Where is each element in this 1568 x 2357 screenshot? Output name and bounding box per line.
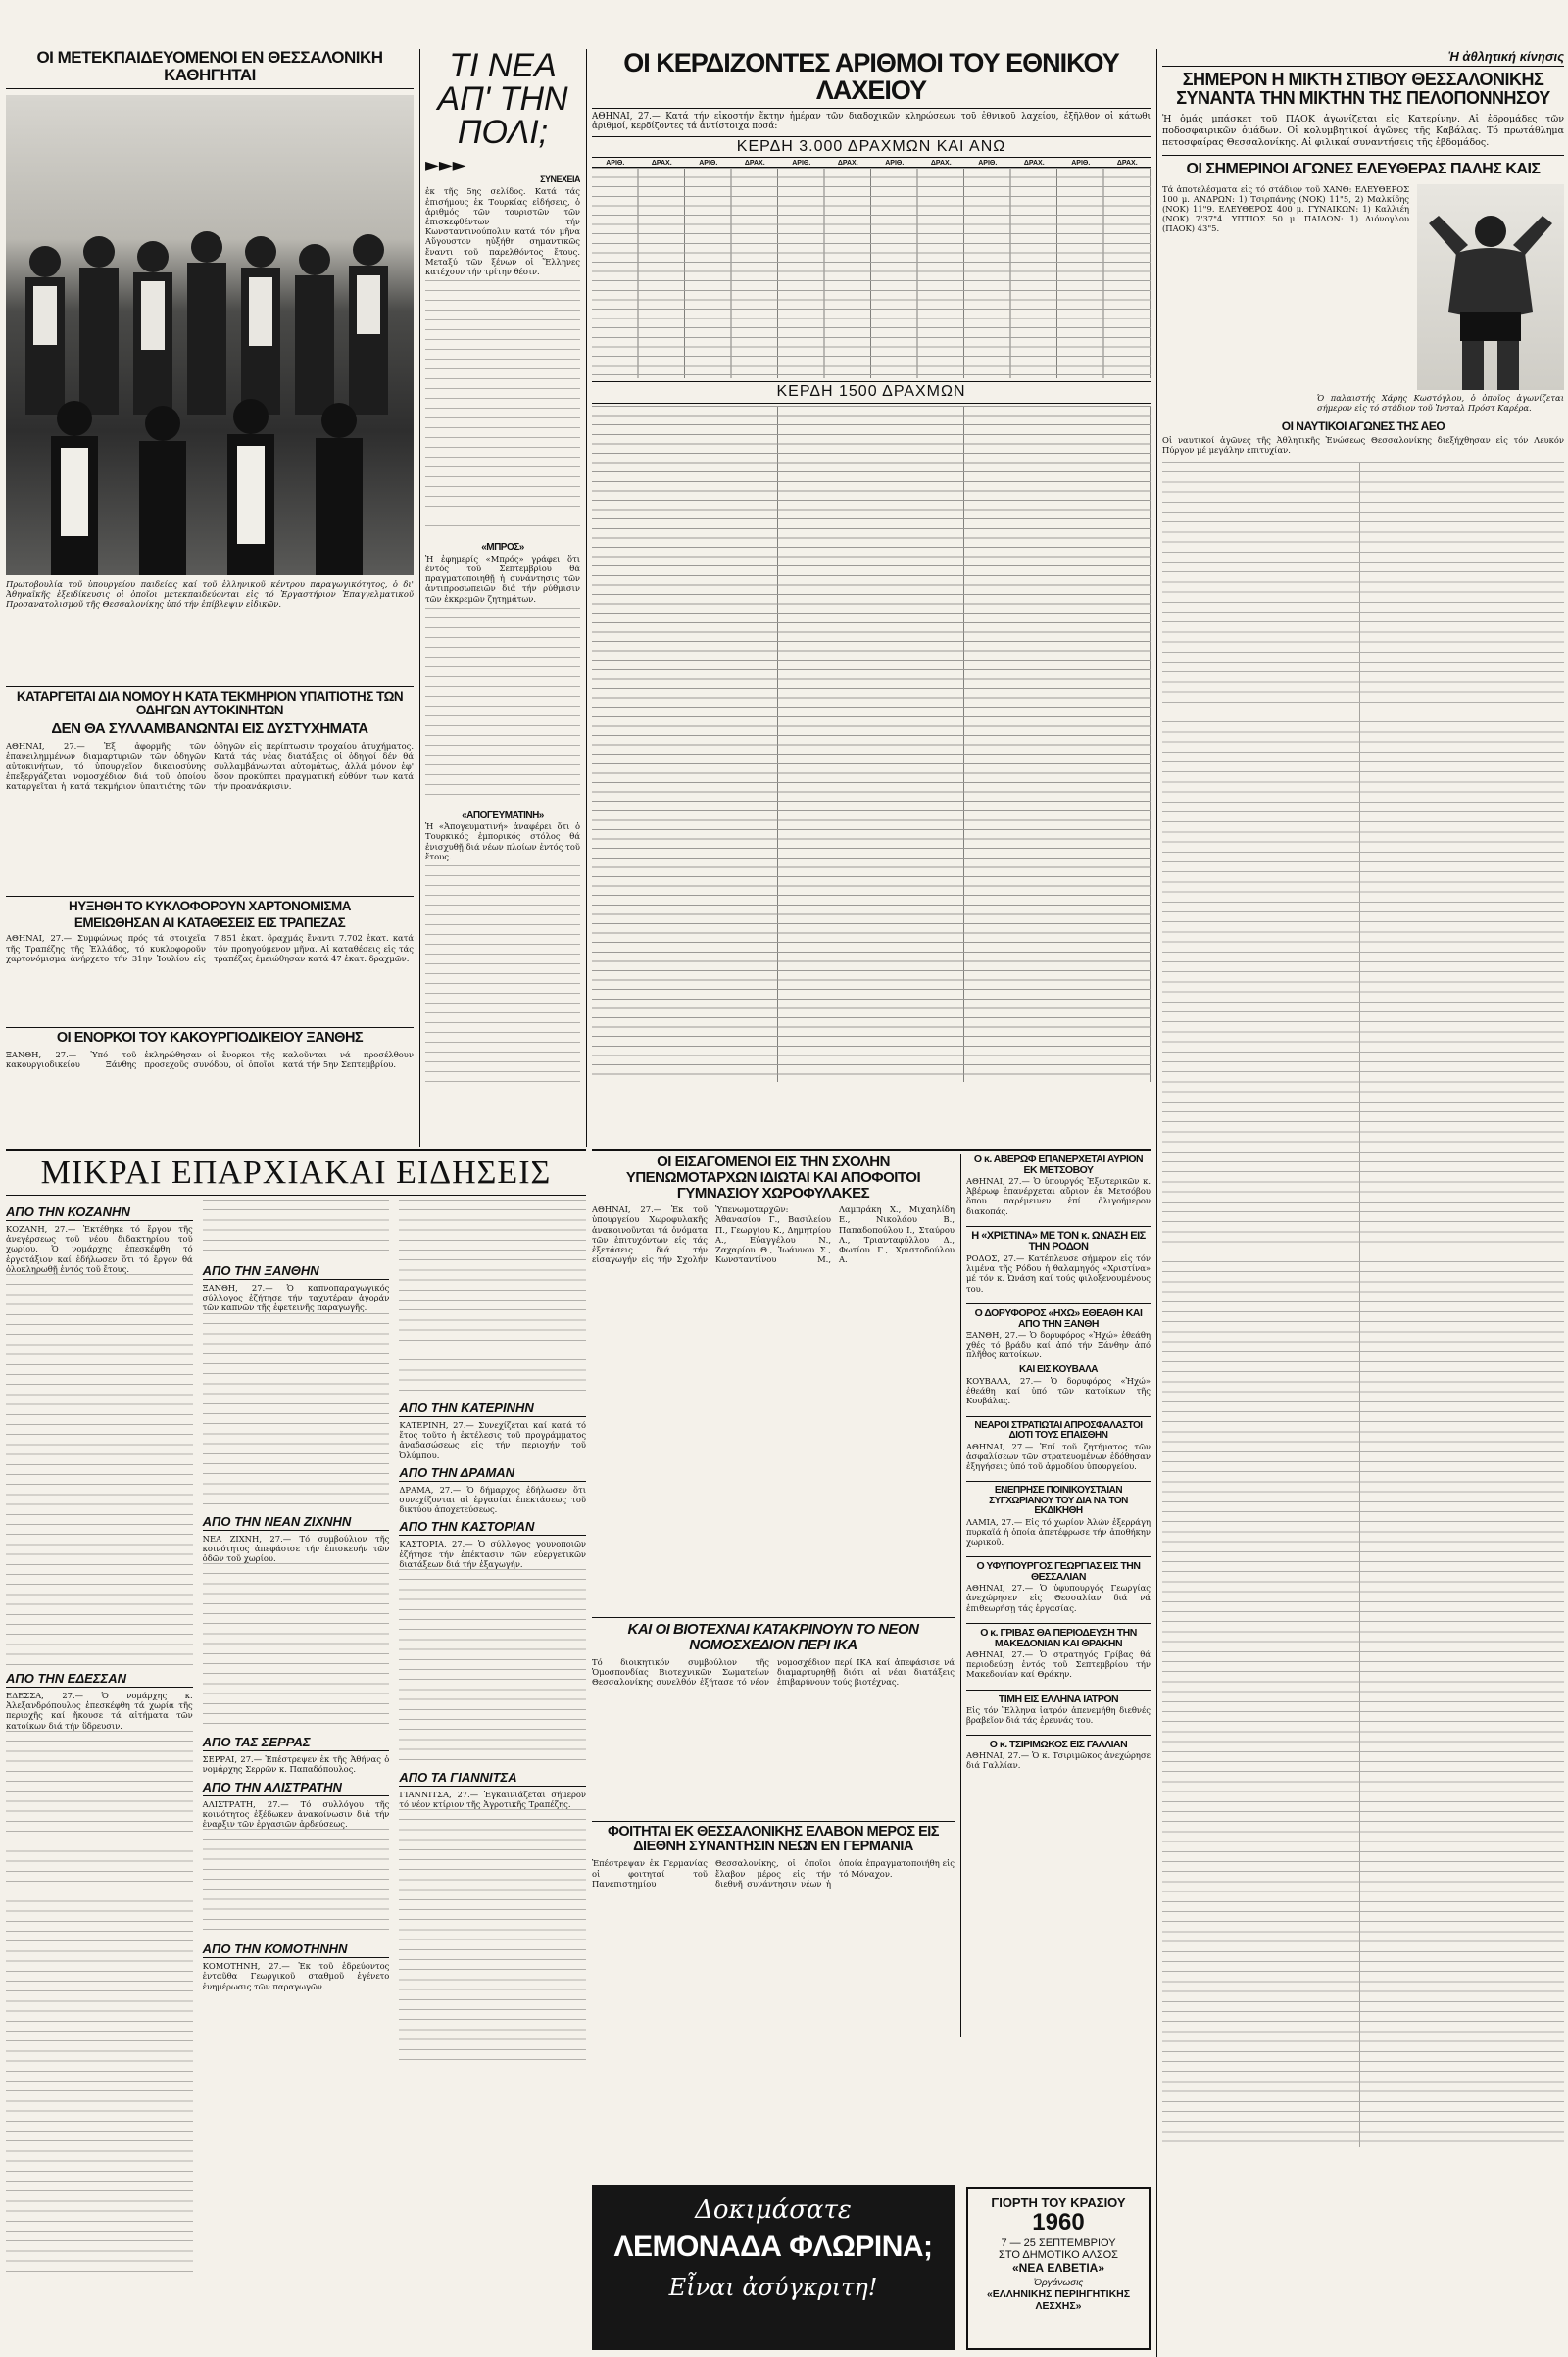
law-headline: ΚΑΤΑΡΓΕΙΤΑΙ ΔΙΑ ΝΟΜΟΥ Η ΚΑΤΑ ΤΕΚΜΗΡΙΟΝ ΥΠΑΙΤΙΟΤΗΣ ΤΩΝ ΟΔΗΓΩΝ ΑΥΤΟΚΙΝΗΤΩΝ — [16, 690, 404, 718]
kozani-text: ΚΟΖΑΝΗ, 27.— Ἐκτέθηκε τό ἔργον τῆς ἀνεγέρσεως τοῦ νέου διδακτηρίου τοῦ χωρίου. Ὁ νομάρχης ἐπεσκέφθη τό ἐργοτάξιον καί ἐδήλωσεν ὅτι τό ἔργον θά ὁλοκληρωθῇ ἐντός τοῦ ἔτους. — [6, 1224, 193, 1274]
komotini-text: ΚΟΜΟΤΗΝΗ, 27.— Ἐκ τοῦ ἑδρεύοντος ἐνταῦθα Γεωργικοῦ σταθμοῦ ἐγένετο ἐνημέρωσις τῶν παραγωγῶν. — [202, 1961, 390, 1991]
averof-headline: Ο κ. ΑΒΕΡΩΦ ΕΠΑΝΕΡΧΕΤΑΙ ΑΥΡΙΟΝ ΕΚ ΜΕΤΣΟΒΟΥ — [973, 1154, 1144, 1177]
money-subheadline: ΕΜΕΙΩΘΗΣΑΝ ΑΙ ΚΑΤΑΘΕΣΕΙΣ ΕΙΣ ΤΡΑΠΕΖΑΣ — [74, 915, 346, 931]
col-header: ΑΡΙΘ. — [885, 160, 905, 168]
iatroi-text: Εἰς τόν Ἕλληνα ἰατρόν ἀπενεμήθη διεθνές βραβεῖον διά τάς ἐρευνάς του. — [966, 1704, 1151, 1725]
col-header: ΑΡΙΘ. — [792, 160, 811, 168]
florina-line-1: Δοκιμάσατε — [695, 2195, 852, 2225]
xanthi-jurors-story — [6, 1031, 414, 1149]
law-story — [6, 690, 414, 896]
wrestler-caption: Ὁ παλαιστής Χάρης Κωστόγλου, ὁ ὁποῖος ἀγωνίζεται σήμερον εἰς τό στάδιον τοῦ Ἰνσταλ Πρόστ Καρέρα. — [1317, 392, 1564, 413]
teachers-headline: ΟΙ ΜΕΤΕΚΠΑΙΔΕΥΟΜΕΝΟΙ ΕΝ ΘΕΣΣΑΛΟΝΙΚΗ ΚΑΘΗΓΗΤΑΙ — [6, 49, 414, 89]
adikia-headline: ΕΝΕΠΡΗΣΕ ΠΟΙΝΙΚΟΥΣΤΑΙΑΝ ΣΥΓΧΩΡΙΑΝΟΥ ΤΟΥ ΔΙΑ ΝΑ ΤΟΝ ΕΚΔΙΚΗΘΗ — [966, 1481, 1151, 1517]
kouvala-text: ΚΟΥΒΑΛΑ, 27.— Ὁ δορυφόρος «Ἠχώ» ἐθεάθη καί ὑπό τῶν κατοίκων τῆς Κουβάλας. — [966, 1375, 1151, 1406]
col4-news — [966, 1154, 1151, 2184]
katerini-text: ΚΑΤΕΡΙΝΗ, 27.— Συνεχίζεται καί κατά τό ἔτος τοῦτο ἡ ἐκτέλεσις τοῦ προγράμματος ἀναδασώσεως εἰς τήν περιοχήν τοῦ Ὀλύμπου. — [399, 1420, 586, 1460]
alistrati-filler — [203, 1829, 390, 1937]
col-header: ΑΡΙΘ. — [978, 160, 998, 168]
serres-text: ΣΕΡΡΑΙ, 27.— Ἐπέστρεψεν ἐκ τῆς Ἀθήνας ὁ νομάρχης Σερρῶν κ. Παπαδόπουλος. — [202, 1754, 390, 1775]
serres-heading: ΑΠΟ ΤΑΣ ΣΕΡΡΑΣ — [203, 1734, 390, 1751]
swimming-text: Οἱ ναυτικοί ἀγῶνες τῆς Ἀθλητικῆς Ἑνώσεως Θεσσαλονίκης διεξήχθησαν εἰς τόν Λευκόν Πύργον μέ μεγάλην ἐπιτυχίαν. — [1162, 435, 1564, 456]
wine-dates: 7 — 25 ΣΕΠΤΕΜΒΡΙΟΥ — [1001, 2237, 1116, 2249]
col-header: ΔΡΑΧ. — [1023, 160, 1045, 168]
iatroi-headline: ΤΙΜΗ ΕΙΣ ΕΛΛΗΝΑ ΙΑΤΡΟΝ — [966, 1690, 1151, 1705]
stratiotai-headline: ΝΕΑΡΟΙ ΣΤΡΑΤΙΩΤΑΙ ΑΠΡΟΣΦΑΛΑΣΤΟΙ ΔΙΟΤΙ ΤΟΥΣ ΕΠΑΙΣΘΗΝ — [966, 1416, 1151, 1442]
drama-heading: ΑΠΟ ΤΗΝ ΔΡΑΜΑΝ — [399, 1464, 586, 1482]
wine-venue: «ΝΕΑ ΕΛΒΕΤΙΑ» — [1011, 2261, 1105, 2275]
wine-place: ΣΤΟ ΔΗΜΟΤΙΚΟ ΑΛΣΟΣ — [999, 2249, 1118, 2261]
mikrai-col-3 — [399, 1200, 586, 2336]
tinea-mpross-heading: «ΜΠΡΟΣ» — [481, 542, 524, 554]
mikrai-col-2 — [203, 1200, 390, 2336]
meeting-text: Ἡ ὁμάς μπάσκετ τοῦ ΠΑΟΚ ἀγωνίζεται εἰς Κατερίνην. Αἱ ἑδρομάδες τῶν ποδοσφαιρικῶν ὁμάδων. Οἱ κολυμβητικοί ἀγῶνες τῆς Καβάλας. Τό πρωτάθλημα πετοσφαίρας Θεσσαλονίκης. Αἱ φιλικαί συναντήσεις τῆς ἑβδομάδος. — [1162, 113, 1564, 148]
mikrai-section — [6, 1154, 586, 2350]
lottery-3000-heading: ΚΕΡΔΗ 3.000 ΔΡΑΧΜΩΝ ΚΑΙ ΑΝΩ — [592, 136, 1151, 159]
lottery-3000-table-body — [592, 168, 1151, 378]
tinea-apog-text: Ἡ «Ἀπογευματινή» ἀναφέρει ὅτι ὁ Τουρκικός ἐμπορικός στόλος θά ἐνισχυθῇ διά νέων πλοίων ἐντός τοῦ ἔτους. — [425, 821, 580, 861]
col-header: ΔΡΑΧ. — [651, 160, 672, 168]
ika-headline: ΚΑΙ ΟΙ ΒΙΟΤΕΧΝΑΙ ΚΑΤΑΚΡΙΝΟΥΝ ΤΟ ΝΕΟΝ ΝΟΜΟΣΧΕΔΙΟΝ ΠΕΡΙ ΙΚΑ — [627, 1622, 919, 1653]
tsirimokos-text: ΑΘΗΝΑΙ, 27.— Ὁ κ. Τσιριμῶκος ἀνεχώρησε διά Γαλλίαν. — [966, 1749, 1151, 1771]
law-subheadline: ΔΕΝ ΘΑ ΣΥΛΛΑΜΒΑΝΩΝΤΑΙ ΕΙΣ ΔΥΣΤΥΧΗΜΑΤΑ — [51, 720, 368, 738]
students-story — [592, 1825, 955, 2070]
florina-ad — [592, 2185, 955, 2350]
averof-text: ΑΘΗΝΑΙ, 27.— Ὁ ὑπουργός Ἐξωτερικῶν κ. Ἀβέρωφ ἐπανέρχεται αὔριον ἐκ Μετσόβου ὅπου παρέμεινεν ἐπί ὀλιγοήμερον διακοπάς. — [966, 1176, 1151, 1216]
kozani-heading: ΑΠΟ ΤΗΝ ΚΟΖΑΝΗΝ — [6, 1203, 193, 1221]
xanthi-jurors-headline: ΟΙ ΕΝΟΡΚΟΙ ΤΟΥ ΚΑΚΟΥΡΓΙΟΔΙΚΕΙΟΥ ΞΑΝΘΗΣ — [56, 1031, 364, 1046]
wine-year: 1960 — [1032, 2209, 1085, 2235]
tinea-mpross-text: Ἡ ἐφημερίς «Μπρός» γράφει ὅτι ἐντός τοῦ Σεπτεμβρίου θά πραγματοποιηθῇ ἡ συνάντησις τῶν ἀντιπροσωπειῶν διά τήν ρύθμισιν τῶν ἐκκρεμῶν ζητημάτων. — [425, 553, 580, 604]
teachers-story — [6, 49, 414, 686]
xanthi-heading: ΑΠΟ ΤΗΝ ΞΑΝΘΗΝ — [203, 1262, 390, 1280]
giannitsa-heading: ΑΠΟ ΤΑ ΓΙΑΝΝΙΤΣΑ — [399, 1769, 586, 1787]
tinea-arrows: ►►► — [425, 155, 466, 175]
col-header: ΔΡΑΧ. — [930, 160, 952, 168]
wrestling-text: Τά ἀποτελέσματα εἰς τό στάδιον τοῦ ΧΑΝΘ: ΕΛΕΥΘΕΡΟΣ 100 μ. ΑΝΔΡΩΝ: 1) Τσιρπάνης (ΝΟΚ) 11"5, 2) Μαλκίδης (ΝΟΚ) 11"9. ΕΛΕΥΘΕΡΟΣ 400 μ. ΓΥΝΑΙΚΩΝ: 1) Καλλιέη (ΝΟΚ) 7'37"4. ΥΠΤΙΟΣ 50 μ. ΠΑΙΔΩΝ: 1) Διόνογλου (ΠΑΟΚ) 43"5. — [1162, 183, 1409, 234]
alistrati-text: ΑΛΙΣΤΡΑΤΗ, 27.— Τό συλλόγου τῆς κοινότητος ἐξέδωκεν ἀνακοίνωσιν διά τήν ἐναρξιν τῶν ἐργασιῶν ἀρδεύσεως. — [202, 1798, 390, 1830]
adikia-text: ΛΑΜΙΑ, 27.— Εἰς τό χωρίον Ἀλών ἐξερράγη πυρκαϊά ἡ ὁποία ἀπετέφρωσε τήν ἀποθήκην χωρικοῦ. — [966, 1516, 1151, 1547]
meeting-headline: ΣΗΜΕΡΟΝ Η ΜΙΚΤΗ ΣΤΙΒΟΥ ΘΕΣΣΑΛΟΝΙΚΗΣ ΣΥΝΑΝΤΑ ΤΗΝ ΜΙΚΤΗΝ ΤΗΣ ΠΕΛΟΠΟΝΝΗΣΟΥ — [1176, 70, 1550, 108]
edessa-text: ΕΔΕΣΣΑ, 27.— Ὁ νομάρχης κ. Ἀλεξανδρόπουλος ἐπεσκέφθη τά χωρία τῆς περιοχῆς καί ἤκουσε τά αἰτήματα τῶν κατοίκων διά τήν ὕδρευσιν. — [6, 1691, 193, 1731]
ika-text: Τό διοικητικόν συμβούλιον τῆς Ὁμοσπονδίας Βιοτεχνικῶν Σωματείων Θεσσαλονίκης συνελθόν ἐξήτασε τό νέον νομοσχέδιον περί ΙΚΑ καί ἀπεφάσισε νά διαμαρτυρηθῇ διότι αἱ νέαι διατάξεις ἐπιβαρύνουν τούς βιοτέχνας. — [592, 1656, 955, 1687]
xanthi-jurors-text: ΞΑΝΘΗ, 27.— Ὑπό τοῦ κακουργιοδικείου Ξάνθης ἐκληρώθησαν οἱ ἔνορκοι τῆς προσεχοῦς συνόδου, οἱ ὁποῖοι καλοῦνται νά προσέλθουν κατά τήν 5ην Σεπτεμβρίου. — [6, 1050, 414, 1070]
drama-text: ΔΡΑΜΑ, 27.— Ὁ δήμαρχος ἐδήλωσεν ὅτι συνεχίζονται αἱ ἐργασίαι ἐπεκτάσεως τοῦ δικτύου ἀποχετεύσεως. — [399, 1484, 586, 1515]
kastoria-filler — [399, 1569, 586, 1765]
tinea-text: ἐκ τῆς 5ης σελίδος. Κατά τάς ἐπισήμους ἐκ Τουρκίας εἰδήσεις, ὁ ἀριθμός τῶν τουριστῶν τῶν ἐπισκεφθέντων τήν Κωνσταντινούπολιν κατά τόν μῆνα Αὔγουστον ηὐξήθη σημαντικῶς ἔναντι τοῦ παρελθόντος ἔτους. Μεταξύ τῶν ξένων οἱ Ἕλληνες κατέχουν τήν τρίτην θέσιν. — [425, 186, 580, 277]
xanthi-filler — [203, 1313, 390, 1509]
money-story — [6, 900, 414, 1027]
kozani-filler — [6, 1274, 193, 1666]
wine-title: ΓΙΟΡΤΗ ΤΟΥ ΚΡΑΣΙΟΥ — [991, 2195, 1126, 2210]
school-headline: ΟΙ ΕΙΣΑΓΟΜΕΝΟΙ ΕΙΣ ΤΗΝ ΣΧΟΛΗΝ ΥΠΕΝΩΜΟΤΑΡΧΩΝ ΙΔΙΩΤΑΙ ΚΑΙ ΑΠΟΦΟΙΤΟΙ ΓΥΜΝΑΣΙΟΥ ΧΩΡΟΦΥΛΑΚΕΣ — [625, 1154, 921, 1202]
florina-line-3: Εἶναι ἀσύγκριτη! — [668, 2274, 878, 2301]
school-story — [592, 1154, 955, 1615]
col-header: ΔΡΑΧ. — [744, 160, 765, 168]
col2-filler — [203, 1200, 390, 1258]
giannitsa-text: ΓΙΑΝΝΙΤΣΑ, 27.— Ἐγκαινιάζεται σήμερον τό νέον κτίριον τῆς Ἀγροτικῆς Τραπέζης. — [399, 1790, 586, 1810]
wrestler-figure — [1417, 184, 1564, 390]
grivas-headline: Ο κ. ΓΡΙΒΑΣ ΘΑ ΠΕΡΙΟΔΕΥΣΗ ΤΗΝ ΜΑΚΕΔΟΝΙΑΝ ΚΑΙ ΘΡΑΚΗΝ — [966, 1623, 1151, 1649]
wine-org: Ὀργάνωσις — [1033, 2278, 1084, 2288]
tinea-title: ΤΙ ΝΕΑ ΑΠ' ΤΗΝ ΠΟΛΙ; — [437, 49, 568, 151]
tinea-filler-3 — [425, 865, 580, 1091]
wine-org-name: «ΕΛΛΗΝΙΚΗΣ ΠΕΡΙΗΓΗΤΙΚΗΣ ΛΕΣΧΗΣ» — [986, 2288, 1131, 2312]
lottery-headline: ΟΙ ΚΕΡΔΙΖΟΝΤΕΣ ΑΡΙΘΜΟΙ ΤΟΥ ΕΘΝΙΚΟΥ ΛΑΧΕΙΟΥ — [592, 49, 1151, 109]
neazixni-filler — [203, 1563, 390, 1730]
ixos-text: ΞΑΝΘΗ, 27.— Ὁ δορυφόρος «Ἠχώ» ἐθεάθη χθές τό βράδυ καί ἀπό τήν Ξάνθην ἀπό πλῆθος κατοίκων. — [966, 1329, 1151, 1360]
teachers-photo — [6, 95, 414, 575]
wine-festival-ad — [966, 2187, 1151, 2350]
lottery-section — [592, 49, 1151, 1147]
swimming-headline: ΟΙ ΝΑΥΤΙΚΟΙ ΑΓΩΝΕΣ ΤΗΣ ΑΕΟ — [1281, 418, 1446, 433]
kastoria-text: ΚΑΣΤΟΡΙΑ, 27.— Ὁ σύλλογος γουνοποιῶν ἐζήτησε τήν ἐπέκτασιν τῶν εὐεργετικῶν διατάξεων διά τήν ἐξαγωγήν. — [399, 1539, 586, 1569]
katerini-heading: ΑΠΟ ΤΗΝ ΚΑΤΕΡΙΝΗΝ — [399, 1399, 586, 1417]
law-text: ΑΘΗΝΑΙ, 27.— Ἐξ ἀφορμῆς τῶν ἐπανειλημμένων διαμαρτυριῶν τῶν ὁδηγῶν αὐτοκινήτων, τό ὑπουργεῖον δικαιοσύνης ἐπεξεργάζεται νομοσχέδιον διά τοῦ ὁποίου καταργεῖται ἡ κατά τεκμήριον ὑπαιτιότης τῶν ὁδηγῶν εἰς περίπτωσιν τροχαίου ἀτυχήματος. Κατά τάς νέας διατάξεις οἱ ὁδηγοί δέν θά συλλαμβάνωνται αὐτομάτως, ἀλλά μόνον ἐφ' ὅσον προκύπτει πραγματική εὐθύνη των κατά τήν προανάκρισιν. — [6, 741, 414, 791]
athletic-section — [1162, 49, 1564, 2352]
georgia-text: ΑΘΗΝΑΙ, 27.— Ὁ ὑφυπουργός Γεωργίας ἀνεχώρησεν εἰς Θεσσαλίαν διά νά ἐπιθεωρήσῃ τάς ἐργασίας. — [966, 1583, 1151, 1613]
tinea-column — [425, 49, 580, 1147]
tsirimokos-headline: Ο κ. ΤΣΙΡΙΜΩΚΟΣ ΕΙΣ ΓΑΛΛΙΑΝ — [966, 1735, 1151, 1750]
kouvala-headline: ΚΑΙ ΕΙΣ ΚΟΥΒΑΛΑ — [1019, 1364, 1098, 1376]
ixos-headline: Ο ΔΟΡΥΦΟΡΟΣ «ΗΧΩ» ΕΘΕΑΘΗ ΚΑΙ ΑΠΟ ΤΗΝ ΞΑΝΘΗ — [966, 1303, 1151, 1330]
athletic-kicker: Ἡ ἀθλητική κίνησις — [1162, 49, 1564, 67]
kastoria-heading: ΑΠΟ ΤΗΝ ΚΑΣΤΟΡΙΑΝ — [399, 1518, 586, 1536]
money-text: ΑΘΗΝΑΙ, 27.— Συμφώνως πρός τά στοιχεῖα τῆς Τραπέζης τῆς Ἑλλάδος, τό κυκλοφοροῦν χαρτονόμισμα ἀνήρχετο τήν 31ην Ἰουλίου εἰς 7.851 ἑκατ. δραχμάς ἔναντι 7.702 ἑκατ. κατά τόν προηγούμενον μῆνα. Αἱ καταθέσεις εἰς τάς τραπέζας ἐμειώθησαν κατά 47 ἑκατ. δραχμῶν. — [6, 933, 414, 963]
col-header: ΔΡΑΧ. — [837, 160, 858, 168]
lottery-1500-numbers — [592, 406, 1151, 1082]
lottery-intro: ΑΘΗΝΑΙ, 27.— Κατά τήν εἰκοστήν ἕκτην ἡμέραν τῶν διαδοχικῶν κληρώσεων τοῦ ἐθνικοῦ λαχείου, ἐξῆλθον οἱ κάτωθι ἀριθμοί, κερδίζοντες τά ἀντίστοιχα ποσά: — [592, 111, 1151, 132]
georgia-headline: Ο ΥΦΥΠΟΥΡΓΟΣ ΓΕΩΡΓΙΑΣ ΕΙΣ ΤΗΝ ΘΕΣΣΑΛΙΑΝ — [966, 1556, 1151, 1583]
athletic-filler — [1162, 462, 1564, 2147]
mikrai-headline: ΜΙΚΡΑΙ ΕΠΑΡΧΙΑΚΑΙ ΕΙΔΗΣΕΙΣ — [6, 1154, 586, 1196]
neazixni-heading: ΑΠΟ ΤΗΝ ΝΕΑΝ ΖΙΧΝΗΝ — [203, 1513, 390, 1531]
school-text: ΑΘΗΝΑΙ, 27.— Ἐκ τοῦ ὑπουργείου Χωροφυλακῆς ἀνακοινοῦνται τά ὀνόματα τῶν ἐπιτυχόντων εἰς τάς ἐξετάσεις διά τήν εἰσαγωγήν εἰς τήν Σχολήν Ὑπενωμοταρχῶν: Ἀθανασίου Γ., Βασιλείου Π., Γεωργίου Κ., Δημητρίου Α., Εὐαγγέλου Ν., Ζαχαρίου Θ., Ἰωάννου Σ., Κωνσταντίνου Μ., Λαμπράκη Χ., Μιχαηλίδη Ε., Νικολάου Β., Παπαδοπούλου Ι., Σταύρου Λ., Τριανταφύλλου Δ., Φωτίου Γ., Χριστοδούλου Α. — [592, 1204, 955, 1265]
tinea-filler-2 — [425, 608, 580, 804]
edessa-heading: ΑΠΟ ΤΗΝ ΕΔΕΣΣΑΝ — [6, 1670, 193, 1688]
wrestling-block — [1162, 184, 1564, 390]
col3-filler — [399, 1200, 586, 1396]
komotini-heading: ΑΠΟ ΤΗΝ ΚΟΜΟΤΗΝΗΝ — [203, 1940, 390, 1958]
teachers-photo-figures — [6, 95, 414, 575]
lottery-1500-heading: ΚΕΡΔΗ 1500 ΔΡΑΧΜΩΝ — [592, 381, 1151, 404]
giannitsa-filler — [399, 1809, 586, 2064]
neazixni-text: ΝΕΑ ΖΙΧΝΗ, 27.— Τό συμβούλιον τῆς κοινότητος ἀπεφάσισε τήν ἐπισκευήν τῶν ὁδῶν τοῦ χωρίου. — [202, 1533, 390, 1564]
lottery-3000-table-header — [592, 160, 1151, 168]
xristina-headline: Η «ΧΡΙΣΤΙΝΑ» ΜΕ ΤΟΝ κ. ΩΝΑΣΗ ΕΙΣ ΤΗΝ ΡΟΔΟΝ — [966, 1226, 1151, 1253]
col-header: ΑΡΙΘ. — [606, 160, 625, 168]
col-header: ΔΡΑΧ. — [1116, 160, 1138, 168]
edessa-filler — [6, 1731, 193, 2280]
money-headline: ΗΥΞΗΘΗ ΤΟ ΚΥΚΛΟΦΟΡΟΥΝ ΧΑΡΤΟΝΟΜΙΣΜΑ — [69, 900, 351, 913]
stratiotai-text: ΑΘΗΝΑΙ, 27.— Ἐπί τοῦ ζητήματος τῶν ἀσφαλίσεων τῶν στρατευομένων ἐδόθησαν ἐξηγήσεις ὑπό τοῦ ἁρμοδίου ὑπουργείου. — [966, 1441, 1151, 1471]
students-headline: ΦΟΙΤΗΤΑΙ ΕΚ ΘΕΣΣΑΛΟΝΙΚΗΣ ΕΛΑΒΟΝ ΜΕΡΟΣ ΕΙΣ ΔΙΕΘΝΗ ΣΥΝΑΝΤΗΣΙΝ ΝΕΩΝ ΕΝ ΓΕΡΜΑΝΙΑ — [608, 1825, 939, 1855]
wrestling-headline: ΟΙ ΣΗΜΕΡΙΝΟΙ ΑΓΩΝΕΣ ΕΛΕΥΘΕΡΑΣ ΠΑΛΗΣ ΚΑΙΣ — [1186, 160, 1541, 177]
teachers-caption: Πρωτοβουλία τοῦ ὑπουργείου παιδείας καί τοῦ ἑλληνικοῦ κέντρου παραγωγικότητος, ὁ δι' Ἀθηναϊκῆς ἐξειδίκευσις οἱ ὁποῖοι μετεκπαιδεύονται εἰς τό Ἐργαστήριον Ἐπαγγελματικοῦ Προσανατολισμοῦ τῆς Θεσσαλονίκης ὑπό τήν ἐπίβλεψιν εἰδικῶν. — [6, 578, 414, 609]
tinea-continued: ΣΥΝΕΧΕΙΑ — [540, 174, 580, 184]
ika-story — [592, 1622, 955, 1818]
tinea-filler — [425, 280, 580, 535]
col-header: ΑΡΙΘ. — [1071, 160, 1091, 168]
grivas-text: ΑΘΗΝΑΙ, 27.— Ὁ στρατηγός Γρίβας θά περιοδεύσῃ ἐντός τοῦ Σεπτεμβρίου τήν Μακεδονίαν καί Θράκην. — [966, 1648, 1151, 1680]
alistrati-heading: ΑΠΟ ΤΗΝ ΑΛΙΣΤΡΑΤΗΝ — [203, 1779, 390, 1796]
students-text: Ἐπέστρεψαν ἐκ Γερμανίας οἱ φοιτηταί τοῦ Πανεπιστημίου Θεσσαλονίκης, οἱ ὁποῖοι ἔλαβον μέρος εἰς τήν διεθνῆ συνάντησιν νέων ἡ ὁποία ἐπραγματοποιήθη εἰς τό Μόναχον. — [592, 1858, 955, 1889]
xanthi-text: ΞΑΝΘΗ, 27.— Ὁ καπνοπαραγωγικός σύλλογος ἐζήτησε τήν ταχυτέραν ἀγοράν τῶν καπνῶν τῆς ἐφετεινῆς παραγωγῆς. — [202, 1283, 390, 1313]
wrestler-photo — [1417, 184, 1564, 390]
mikrai-columns — [6, 1200, 586, 2336]
florina-line-2: ΛΕΜΟΝΑΔΑ ΦΛΩΡΙΝΑ; — [613, 2231, 933, 2263]
tinea-apog-heading: «ΑΠΟΓΕΥΜΑΤΙΝΗ» — [462, 810, 544, 821]
xristina-text: ΡΟΔΟΣ, 27.— Κατέπλευσε σήμερον εἰς τόν λιμένα τῆς Ρόδου ἡ θαλαμηγός «Χριστίνα» μέ τόν κ. Ὠνάση καί τούς φιλοξενουμένους του. — [966, 1252, 1151, 1294]
col-header: ΑΡΙΘ. — [699, 160, 718, 168]
mikrai-col-1 — [6, 1200, 193, 2336]
